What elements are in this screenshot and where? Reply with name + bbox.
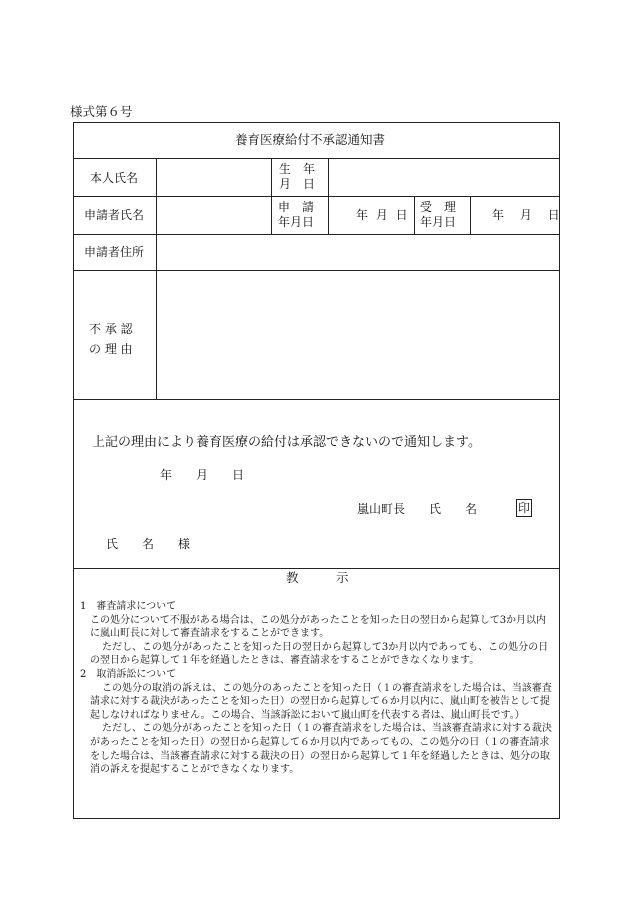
rule-received-left — [414, 196, 415, 234]
application-date-value: 年 月 日 — [356, 208, 408, 222]
rule-notice-top — [73, 568, 560, 569]
rule-applicant-bottom — [73, 234, 560, 235]
label-application-date: 申 請 年月日 — [278, 200, 315, 229]
rule-address-bottom — [73, 270, 560, 271]
label-received-date: 受 理 年月日 — [420, 200, 457, 229]
notice-section-2-heading: 2 取消訴訟について — [80, 668, 177, 680]
notice-section-1-paragraph: ただし、この処分があったことを知った日の翌日から起算して3か月以内であっても、この処分の日の翌日から起算して１年を経過したときは、審査請求をすることができなくなります。 — [90, 641, 549, 667]
label-reason: 不 承 認 の 理 由 — [89, 322, 133, 356]
notice-section-2-paragraph: ただし、この処分があったことを知った日（１の審査請求をした場合は、当該審査請求に対する裁決があったことを知った日）の翌日から起算して６か月以内であってもの、この処分の日（１の審査請求をした場合は、当該審査請求に対する裁決の日）の翌日から起算して１年を経過したときは、処分の取消の訴えを提起することができなくなります。 — [90, 723, 552, 776]
date-line: 年 月 日 — [160, 468, 245, 482]
rule-title-bottom — [73, 158, 560, 159]
rule-name-bottom — [73, 196, 560, 197]
rule-birth-right — [328, 158, 329, 234]
rule-label-column — [156, 158, 157, 399]
label-name: 本人氏名 — [90, 171, 139, 185]
notice-section-2-paragraph: この処分の取消の訴えは、この処分のあったことを知った日（１の審査請求をした場合は、当該審査請求に対する裁決があったことを知った日）の翌日から起算して６か月以内に、嵐山町を被告として提起しなければなりません。この場合、当該訴訟において嵐山町を代表する者は、嵐山町長です。） — [90, 682, 552, 721]
rule-reason-bottom — [73, 399, 560, 400]
addressee: 氏 名 様 — [106, 537, 191, 551]
form-number: 様式第６号 — [70, 104, 133, 119]
rule-received-right — [470, 196, 471, 234]
form-title: 養育医療給付不承認通知書 — [235, 132, 386, 147]
received-date-value: 年 月 日 — [492, 208, 560, 222]
notice-body — [78, 600, 556, 777]
label-birth-date: 生 年 月 日 — [279, 162, 316, 191]
rule-birth-left — [271, 158, 272, 234]
notice-section-1-paragraph: この処分について不服がある場合は、この処分があったことを知った日の翌日から起算して3か月以内に嵐山町長に対して審査請求をすることができます。 — [90, 614, 547, 640]
label-applicant-name: 申請者氏名 — [84, 208, 145, 222]
statement: 上記の理由により養育医療の給付は承認できないので通知します。 — [92, 435, 481, 450]
issuer: 嵐山町長 氏 名 — [357, 502, 478, 516]
seal-box: 印 — [517, 501, 530, 515]
label-applicant-address: 申請者住所 — [84, 245, 145, 259]
notice-heading: 教 示 — [286, 570, 349, 585]
notice-section-1-heading: 1 審査請求について — [80, 601, 177, 612]
